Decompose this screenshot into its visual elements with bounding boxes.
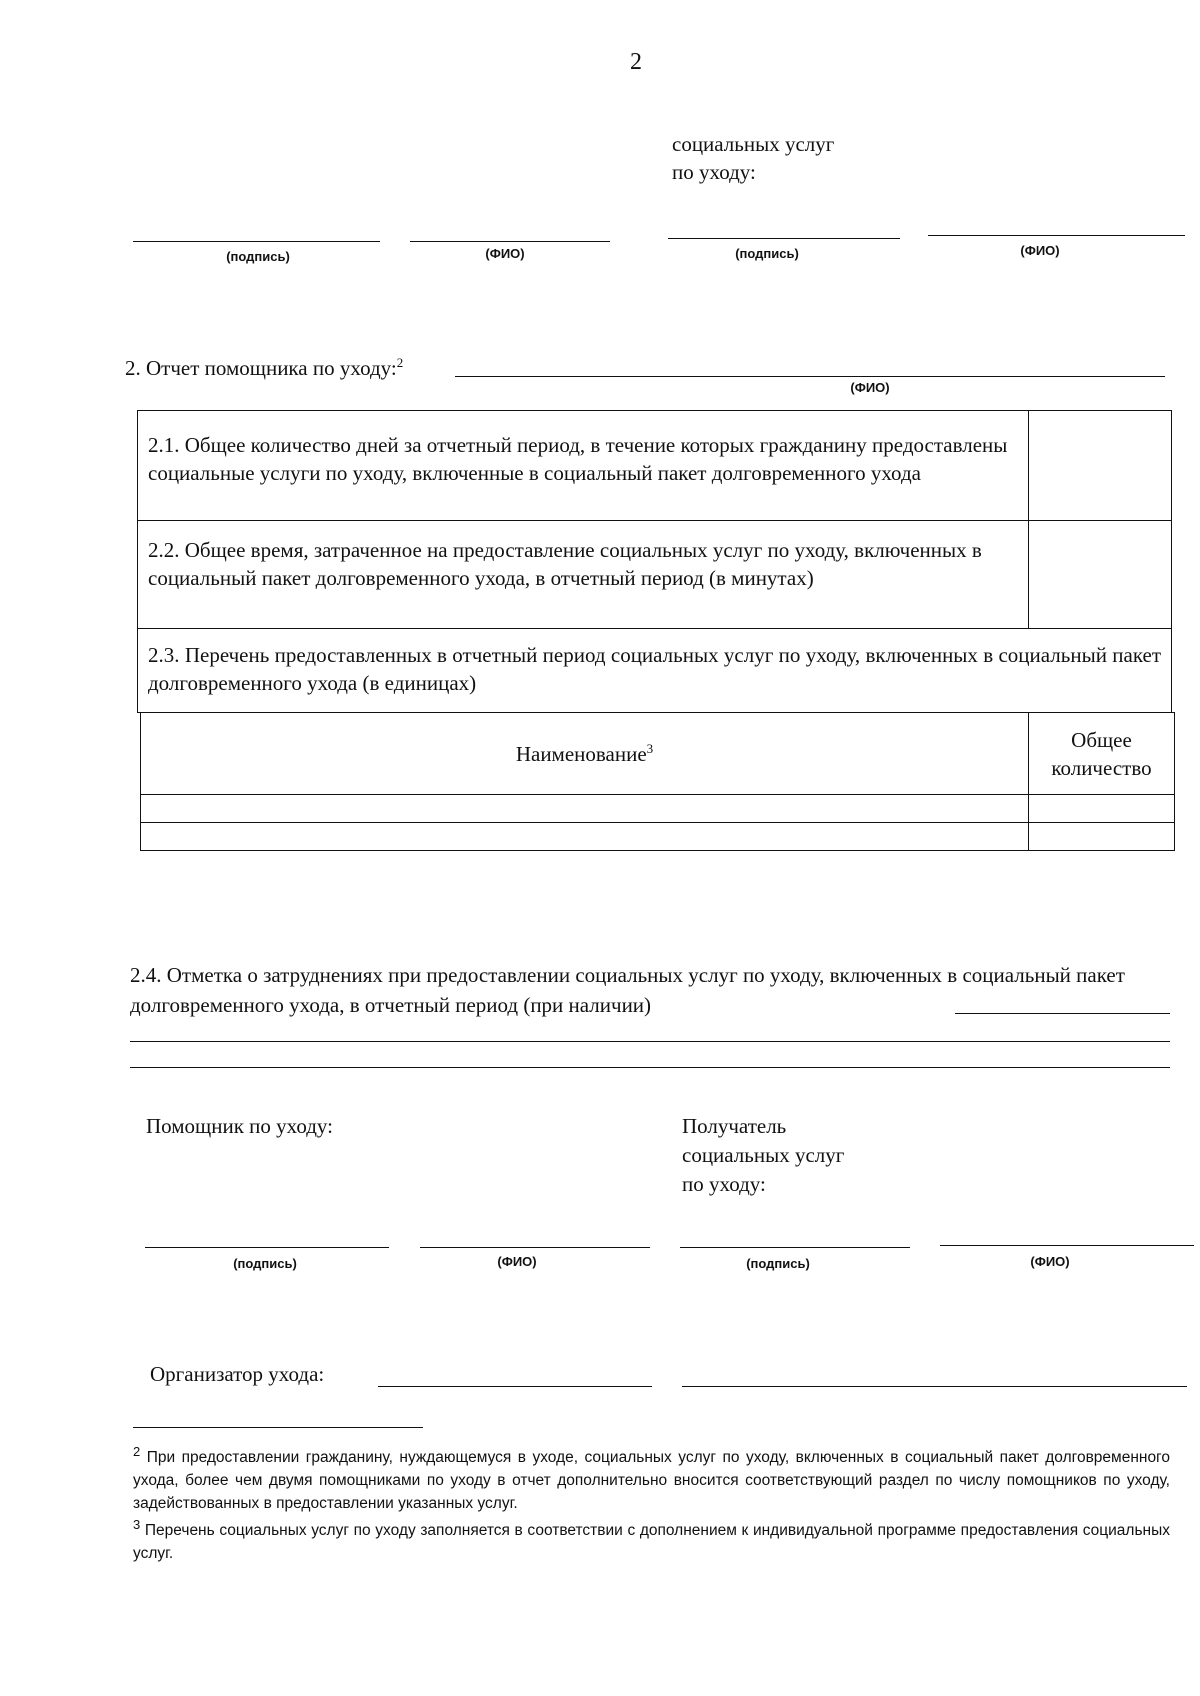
column-header-name [141, 713, 1029, 795]
row-2-2-label: 2.2. Общее время, затраченное на предоставление социальных услуг по уходу, включенных в социальный пакет долговременного ухода, в отчетный период (в минутах) [148, 538, 982, 590]
column-header-quantity-label: Общее количество [1051, 727, 1152, 780]
table-row [138, 521, 1172, 629]
note-2-4-text: 2.4. Отметка о затруднениях при предоставлении социальных услуг по уходу, включенных в социальный пакет долговременного ухода, в отчетный период (при наличии) [130, 963, 1125, 1017]
footnote-2 [133, 1443, 1170, 1515]
row-2-2-value[interactable] [1029, 521, 1172, 629]
caption-signature: (подпись) [746, 1256, 810, 1271]
fio-line[interactable] [928, 235, 1185, 236]
table-row [138, 629, 1172, 713]
fio-line[interactable] [420, 1247, 650, 1248]
caption-fio: (ФИО) [1030, 1254, 1070, 1269]
service-name-cell[interactable] [141, 795, 1029, 823]
assistant-fio-line[interactable] [455, 376, 1165, 377]
recipient-label-2: социальных услуг [682, 1143, 845, 1167]
footnote-mark-2: 2 [133, 1443, 141, 1459]
row-2-3-label: 2.3. Перечень предоставленных в отчетный период социальных услуг по уходу, включенных в социальный пакет долговременного ухода (в единицах) [148, 643, 1161, 695]
organizer-fio-line[interactable] [682, 1386, 1187, 1387]
footnote-ref-3: 3 [646, 740, 654, 756]
footnote-separator [133, 1427, 423, 1428]
service-qty-cell[interactable] [1029, 795, 1175, 823]
column-header-name-label: Наименование [515, 741, 647, 766]
footnote-3-text: Перечень социальных услуг по уходу заполняется в соответствии с дополнением к индивидуальной программе предоставления социальных услуг. [133, 1522, 1170, 1562]
footnote-2-text: При предоставлении гражданину, нуждающемуся в уходе, социальных услуг по уходу, включенных в социальный пакет долговременного ухода, более чем двумя помощниками по уходу в отчет дополнительно вносится соответствующий раздел по числу помощников по уходу, задействованных в предоставлении указанных услуг. [133, 1449, 1170, 1512]
fio-line[interactable] [940, 1245, 1194, 1246]
note-2-4-line[interactable] [955, 1013, 1170, 1014]
recipient-label-top-2: по уходу: [672, 160, 756, 184]
fio-line[interactable] [410, 241, 610, 242]
footnote-3 [133, 1516, 1170, 1565]
organizer-signature-line[interactable] [378, 1386, 652, 1387]
signature-line[interactable] [680, 1247, 910, 1248]
row-2-1-label: 2.1. Общее количество дней за отчетный период, в течение которых гражданину предоставлены социальные услуги по уходу, включенные в социальный пакет долговременного ухода [148, 433, 1008, 485]
page-number: 2 [630, 49, 642, 75]
report-table [137, 410, 1172, 713]
table-row [138, 411, 1172, 521]
row-2-1-text [138, 411, 1029, 521]
services-table [140, 712, 1175, 851]
caption-fio: (ФИО) [497, 1254, 537, 1269]
signature-line[interactable] [133, 241, 380, 242]
service-qty-cell[interactable] [1029, 823, 1175, 851]
section-2-title [125, 354, 403, 382]
assistant-label: Помощник по уходу: [146, 1114, 333, 1138]
footnote-mark-3: 3 [133, 1516, 141, 1532]
caption-signature: (подпись) [735, 246, 799, 261]
note-2-4-line[interactable] [130, 1041, 1170, 1042]
signature-line[interactable] [145, 1247, 389, 1248]
caption-signature: (подпись) [226, 249, 290, 264]
caption-fio: (ФИО) [1020, 243, 1060, 258]
note-2-4-line[interactable] [130, 1067, 1170, 1068]
note-2-4 [130, 960, 1172, 1020]
row-2-1-value[interactable] [1029, 411, 1172, 521]
recipient-label-3: по уходу: [682, 1172, 766, 1196]
signature-line[interactable] [668, 238, 900, 239]
row-2-2-text [138, 521, 1029, 629]
service-name-cell[interactable] [141, 823, 1029, 851]
column-header-quantity [1029, 713, 1175, 795]
caption-signature: (подпись) [233, 1256, 297, 1271]
footnote-ref-2: 2 [396, 355, 404, 370]
services-header-row [141, 713, 1175, 795]
caption-fio: (ФИО) [485, 246, 525, 261]
caption-fio: (ФИО) [850, 380, 890, 395]
recipient-label-top-1: социальных услуг [672, 132, 835, 156]
table-row [141, 795, 1175, 823]
table-row [141, 823, 1175, 851]
recipient-label-1: Получатель [682, 1114, 787, 1138]
row-2-3-text [138, 629, 1172, 713]
organizer-label: Организатор ухода: [150, 1362, 325, 1386]
section-2-title-text: 2. Отчет помощника по уходу: [125, 356, 397, 380]
